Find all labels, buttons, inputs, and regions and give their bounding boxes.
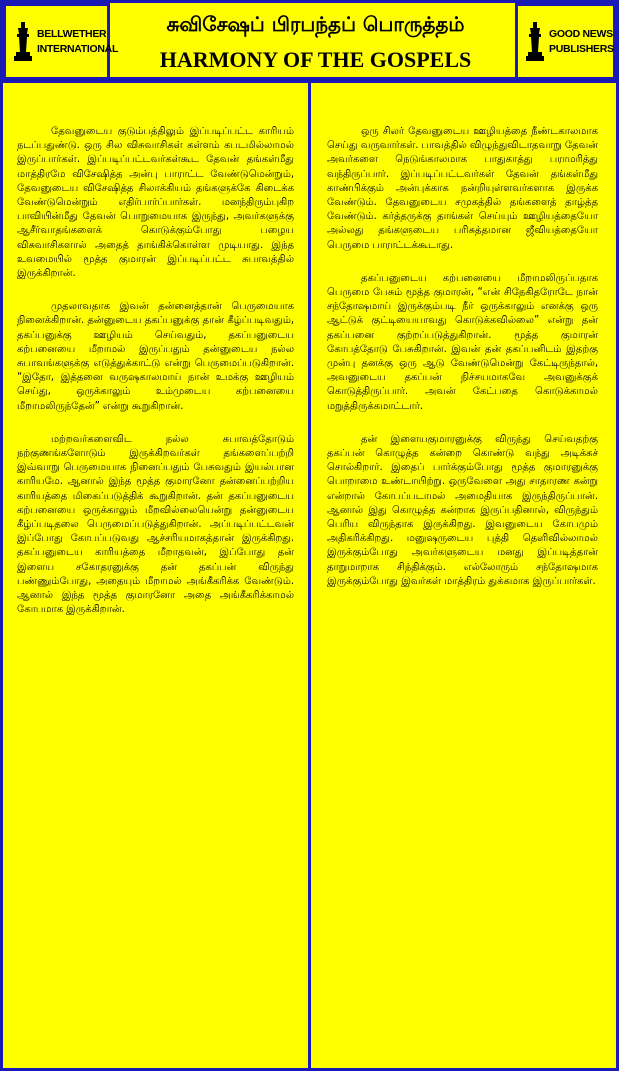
left-column xyxy=(0,80,311,1071)
logo-text-line1: BELLWETHER xyxy=(37,28,107,40)
paragraph: மற்றவர்களைவிட நல்ல சுபாவத்தோடும் நற்குணங்களோடும் இருக்கிறவர்கள் தங்களைப்பற்றி இவ்வாறு பெருமையாக நினைப்பதும் பேசுவதும் இயல்பான காரியமே. ஆனால் இந்த மூத்த குமாரனோ தன்னைப்பற்றிய காரியத்தை மிகைப்படுத்திக் கூறுகிறான். தன் தகப்பனுடைய கற்பனையை ஒருக்காலும் மீறவில்லையென்று தன்னுடைய கீழ்ப்படிதலை பெருமைப்படுத்துகிறான். அப்படிப்பட்டவன் இப்போது கோபப்படுவது ஆச்சரியமாகத்தான் இருக்கிறது. தகப்பனுடைய காரியத்தை மீறாதவன், இப்போது தன் இளைய சகோதரனுக்கு தன் தகப்பன் விருந்து பண்ணும்போது, அதையும் மீறாமல் அங்கீகரிக்க வேண்டும். ஆனால் இந்த மூத்த குமாரனோ அதை அங்கீகரிக்காமல் கோபமாக இருக்கிறான். xyxy=(17,433,294,616)
logo-text-line1: GOOD NEWS xyxy=(549,28,613,40)
logo-text-line2: INTERNATIONAL xyxy=(37,43,119,55)
paragraph: தன் இளையகுமாரனுக்கு விருந்து செய்வதற்கு தகப்பன் கொழுத்த கன்றை கொண்டு வந்து அடிக்கச் சொல்கிறார். இதைப் பார்க்கும்போது மூத்த குமாரனுக்கு பொறாமை உண்டாயிற்று. ஒருவேளை அது சாதாரண கன்று என்றால் கோபப்படாமல் அமைதியாக இருந்திருப்பான். ஆனால் இது கொழுத்த கன்றாக இருப்பதினால், விருந்தும் பெரிய விருந்தாக இருக்கிறது. இவனுடைய கோபமும் அதிகரிக்கிறது. மனுஷருடைய புத்தி தெளிவில்லாமல் இருக்கும்போது அவர்களுடைய மனது இப்படித்தான் தாறுமாறாக சிந்திக்கும். எல்லோரும் சந்தோஷமாக இருக்கும்போது இவர்கள் மாத்திரம் துக்கமாக இருப்பார்கள். xyxy=(327,433,598,587)
paragraph: முதலாவதாக இவன் தன்னைத்தான் பெருமையாக நினைக்கிறான். தன்னுடைய தகப்பனுக்கு தான் கீழ்ப்படிவதும், தகப்பனுக்கு ஊழியம் செய்வதும், தகப்பனுடைய கற்பனையை மீறாமல் இருப்பதும் தன்னுடைய நல்ல சுபாவங்களுக்கு எடுத்துக்காட்டு என்று பெருமைப்படுகிறான். “இதோ, இத்தனை வருஷகாலமாய் நான் உமக்கு ஊழியம் செய்து, ஒருக்காலும் உம்முடைய கற்பனையை மீறாமலிருந்தேன்” என்று கூறுகிறான். xyxy=(17,301,294,412)
title-block xyxy=(110,3,521,83)
page-title-english: HARMONY OF THE GOSPELS xyxy=(159,47,472,72)
paragraph: ஒரு சிலர் தேவனுடைய ஊழியத்தை நீண்டகாலமாக செய்து வருவார்கள். பாவத்தில் விழுந்துவிடாதவாறு தேவன் அவர்களை நெடுங்காலமாக பாதுகாத்து பராமரித்து வந்திருப்பார். இப்படிப்பட்டவர்கள் தேவன் தங்கள்மீது காண்பிக்கும் அன்புக்காக நன்றியுள்ளவர்களாக இருக்க வேண்டும். தேவனுடைய சமுகத்தில் தங்களைத் தாழ்த்த வேண்டும். கர்த்தருக்கு தாங்கள் செய்யும் ஊழியத்தையோ அல்லது தங்களுடைய பரிசுத்தமான ஜீவியத்தையோ பெருமை பாராட்டக்கூடாது. xyxy=(327,126,598,251)
lamp-icon xyxy=(524,20,546,64)
right-column xyxy=(308,80,619,1071)
page-header xyxy=(0,0,619,80)
paragraph: தேவனுடைய குடும்பத்திலும் இப்படிப்பட்ட காரியம் நடப்பதுண்டு. ஒரு சில விசுவாசிகள் கள்ளம் கபடமில்லாமல் இருப்பார்கள். இப்படிப்பட்டவர்கள்கூட தேவன் தங்கள்மீது மாத்திரமே விசேஷித்த அன்பு பாராட்ட வேண்டுமென்றும், தேவனுடைய விசேஷித்த சிலாக்கியம் தங்களுக்கே கிடைக்க வேண்டுமென்றும் எதிர்பார்ப்பார்கள். மனந்திரும்புகிற பாவியின்மீது தேவன் பொறுமையாக இருந்து, அவர்களுக்கு ஆசீர்வாதங்களைக் கொடுக்கும்போது பழைய விசுவாசிகளால் அதைத் தாங்கிக்கொள்ள முடியாது. இந்த உவமையில் மூத்த குமாரன் இப்படிப்பட்ட சுபாவத்தில் இருக்கிறான். xyxy=(17,126,294,280)
paragraph: தகப்பனுடைய கற்பனையை மீறாமலிருப்பதாக பெருமை பேசும் மூத்த குமாரன், “என் சிநேகிதரோடே நான் சந்தோஷமாய் இருக்கும்படி நீர் ஒருக்காலும் எனக்கு ஒரு ஆட்டுக் குட்டியையாவது கொடுக்கவில்லை” என்று தன் தகப்பனை குற்றப்படுத்துகிறான். மூத்த குமாரன் கோபத்தோடு பேசுகிறான். இவன் தன் தகப்பனிடம் இதற்கு முன்பு தனக்கு ஒரு ஆடு வேண்டுமென்று கேட்டிருந்தால், அவனுடைய தகப்பன் நிச்சயமாகவே அவனுக்குக் கொடுத்திருப்பார். அவன் கேட்பதை கொடுக்காமல் மறுத்திருக்கமாட்டார். xyxy=(327,272,598,412)
logo-text-line2: PUBLISHERS xyxy=(549,43,614,55)
bellwether-logo xyxy=(3,3,119,83)
lamp-icon xyxy=(12,20,34,64)
good-news-logo xyxy=(515,3,616,83)
page-title-tamil: சுவிசேஷப் பிரபந்தப் பொருத்தம் xyxy=(166,12,465,36)
